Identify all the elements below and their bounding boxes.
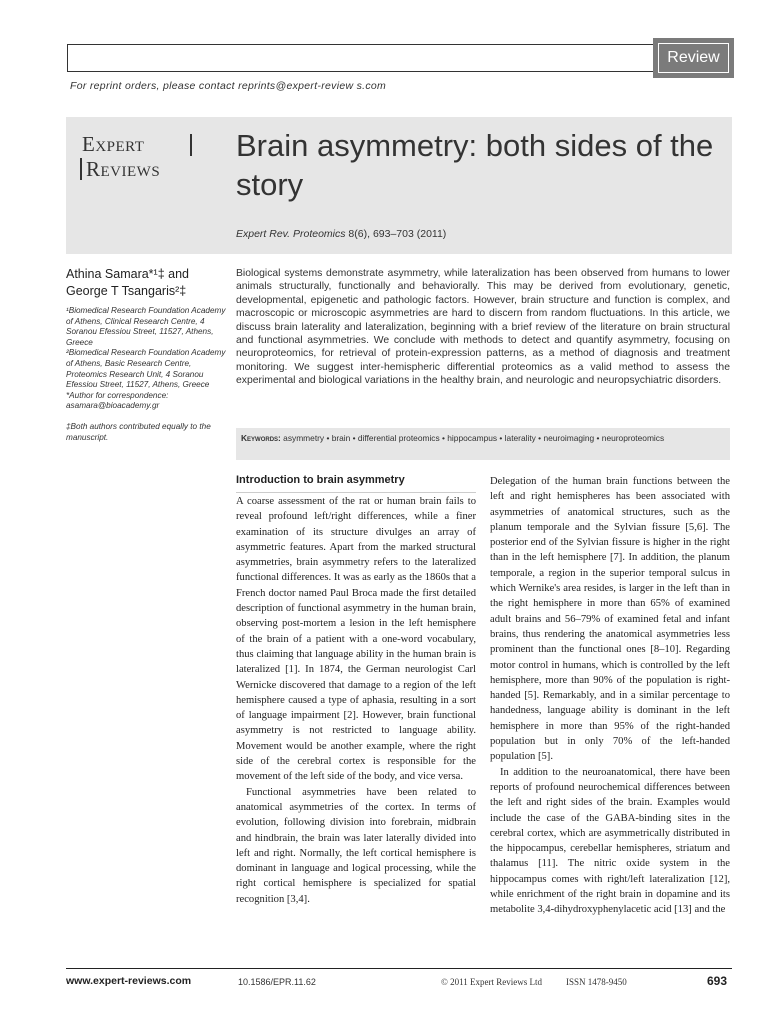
citation-details: 8(6), 693–703 (2011) xyxy=(345,228,447,240)
article-title: Brain asymmetry: both sides of the story xyxy=(236,128,714,202)
body-paragraph: Functional asymmetries have been related to anatomical asymmetries of the cortex. In terms of evolution, following division into forebrain, midbrain and hindbrain, the brain was later laterally divided into left and right. Normally, the left cortical hemisphere is dominant in language and logical processing, while the right cortical hemisphere is specialized for spatial recognition [3,4]. xyxy=(236,786,476,905)
affiliation-1: ¹Biomedical Research Foundation Academy of Athens, Clinical Research Centre, 4 Soranou Efessiou Street, 11527, Athens, Greece xyxy=(66,306,226,347)
footer-copyright: © 2011 Expert Reviews Ltd xyxy=(441,977,542,987)
section-tag xyxy=(653,38,734,78)
body-column-2 xyxy=(490,474,730,918)
affiliation-2: ²Biomedical Research Foundation Academy of Athens, Basic Research Centre, Proteomics Research Unit, 4 Soranou Efessiou Street, 11527, Athens, Greece xyxy=(66,348,226,390)
section-tag-label: Review xyxy=(667,49,720,66)
body-paragraph: Delegation of the human brain functions between the left and right hemispheres has been associated with asymmetries of anatomical structures, such as the planum temporale and the Sylvian fissure [5,6]. The posterior end of the Sylvian fissure is higher in the right than in the left hemisphere [7]. In addition, the planum temporale, a region in the superior temporal sulcus in which Wernike's area resides, is larger in the left than in the right hemisphere in more than 65% of examined adult brains and 56–79% of examined fetal and infant brains, thus rendering the anatomical asymmetries less prominent than the functional ones [8–10]. Regarding motor control in humans, which is controlled by the left hemisphere, more than 90% of the population is right-handed [5]. Remarkably, and in a similar percentage to handedness, language ability is dominant in the left hemisphere in more than 95% of the right-handed population but in only 70% of the left-handed population [5]. xyxy=(490,476,730,763)
author-list xyxy=(66,266,216,300)
journal-logo xyxy=(80,132,198,182)
correspondence-label: *Author for correspondence: xyxy=(66,390,169,400)
body-column-1 xyxy=(236,472,476,907)
article-citation xyxy=(236,228,446,240)
author-line-1: Athina Samara*¹‡ and xyxy=(66,267,189,281)
logo-bar-left xyxy=(80,158,82,180)
keywords-box xyxy=(236,428,730,460)
body-paragraph: A coarse assessment of the rat or human brain fails to reveal profound left/right differences, while a finer examination of its structure divulges an array of asymmetric features. Apart from the marked structural asymmetries, brain asymmetry refers to the lateralized functional differences. It was as early as the 1860s that a French doctor named Paul Broca made the first detailed description of functional asymmetry in the human brain, observing post-mortem a lesion in the left hemisphere of the brain of a patient with a one-word vocabulary, thus claiming that language ability in the human brain is lateralized [1]. In 1874, the German neurologist Carl Wernicke discovered that damage to a region of the left hemisphere caused a type of aphasia, resulting in a sort of language impairment [2]. However, brain functional asymmetry is not restricted to language ability. Movement would be another example, where the right side of the cerebral cortex is responsible for the movement of the left side of the body, and vice versa. xyxy=(236,496,476,783)
abstract: Biological systems demonstrate asymmetry, while lateralization has been observed from humans to lower animals structurally, functionally and behaviorally. This may be derived from evolutionary, genetic, developmental, epigenetic and pathologic factors. However, brain structure and function is complex, and macroscopic or microscopic asymmetries are hard to discern from random fluctuations. In this article, we discuss brain laterality and lateralization, beginning with a brief review of the literature on brain structural and functional asymmetries. We conclude with methods to detect and quantify asymmetry, focusing on neuroproteomics, for retrieval of protein-expression patterns, as a method of diagnosis and treatment monitoring. We suggest inter-hemispheric differential proteomics as a valid method to assess the experimental and biological variations in the healthy brain, and neurologic and neuropsychiatric disorders. xyxy=(236,268,730,387)
correspondence-email[interactable]: asamara@bioacademy.gr xyxy=(66,401,160,411)
footer-rule xyxy=(66,968,732,969)
section-heading: Introduction to brain asymmetry xyxy=(236,472,476,493)
footer-doi: 10.1586/EPR.11.62 xyxy=(238,977,316,987)
reprint-notice: For reprint orders, please contact reprints@expert-review s.com xyxy=(70,80,387,92)
logo-line-2: Reviews xyxy=(86,157,161,181)
logo-line-1: Expert xyxy=(82,132,145,156)
header-frame xyxy=(67,44,731,72)
keywords-label: Keywords: xyxy=(241,433,281,443)
equal-contribution-note: ‡Both authors contributed equally to the manuscript. xyxy=(66,421,211,442)
author-line-2: George T Tsangaris²‡ xyxy=(66,284,187,298)
keywords-list: asymmetry • brain • differential proteomics • hippocampus • laterality • neuroimaging • neuroproteomics xyxy=(280,433,665,443)
footer-issn: ISSN 1478-9450 xyxy=(566,977,627,987)
body-paragraph: In addition to the neuroanatomical, there have been reports of profound neurochemical differences between the left and right sides of the brain. Examples would include the case of the GABA-binding sites in the cerebral cortex, which are asymmetrically distributed in the hippocampus, cerebellar hemispheres, striatum and thalamus [11]. The nitric oxide system in the hippocampus comes with right/left lateralization [12], while enrichment of the right brain in dopamine and its metabolite 3,4-dihydroxyphenylacetic acid [13] and the xyxy=(490,766,730,916)
logo-bar-right xyxy=(190,134,192,156)
citation-journal: Expert Rev. Proteomics xyxy=(236,228,346,240)
page-number: 693 xyxy=(707,974,728,988)
affiliations xyxy=(66,306,226,443)
footer-website[interactable]: www.expert-reviews.com xyxy=(66,975,192,987)
